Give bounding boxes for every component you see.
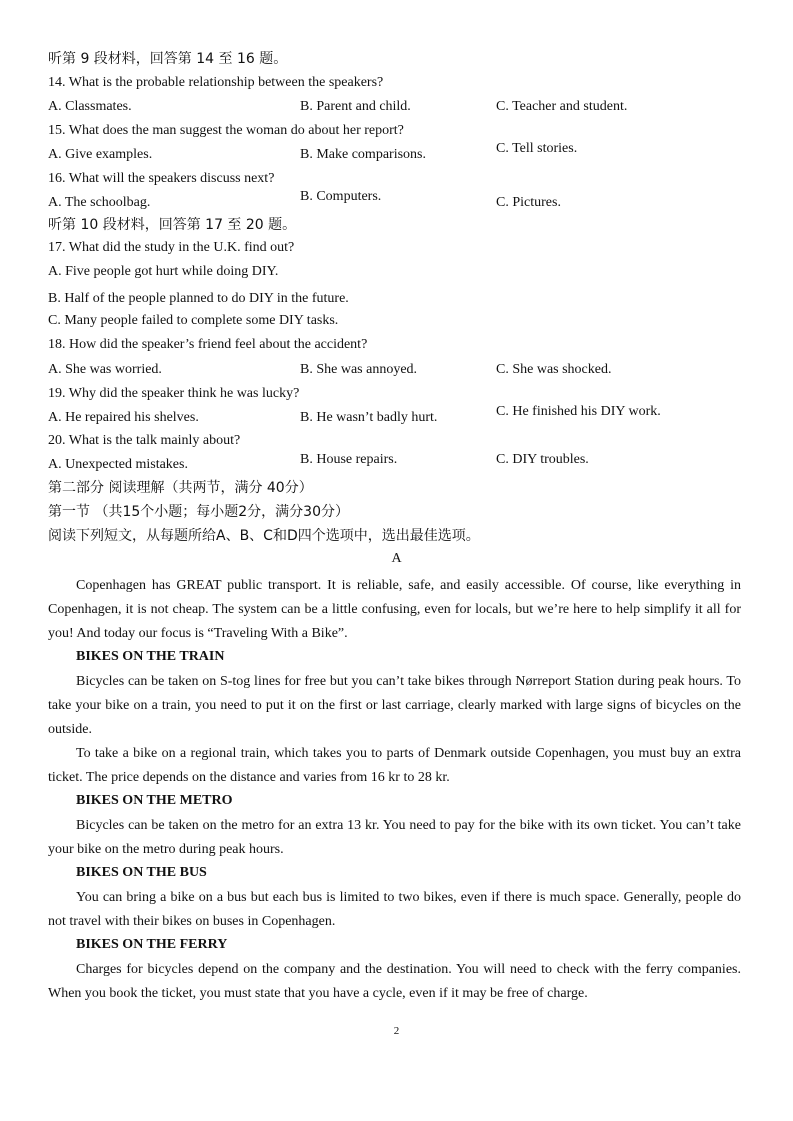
question-20-stem: 20. What is the talk mainly about? bbox=[48, 433, 241, 448]
question-19-option-c: C. He finished his DIY work. bbox=[496, 404, 661, 419]
question-18-option-c: C. She was shocked. bbox=[496, 362, 612, 377]
question-16-stem: 16. What will the speakers discuss next? bbox=[48, 171, 275, 186]
section-9-heading: 听第 9 段材料，回答第 14 至 16 题。 bbox=[48, 51, 288, 67]
question-18-option-a: A. She was worried. bbox=[48, 362, 162, 377]
question-19-option-a: A. He repaired his shelves. bbox=[48, 410, 199, 425]
section-10-heading: 听第 10 段材料，回答第 17 至 20 题。 bbox=[48, 217, 297, 233]
question-17-stem: 17. What did the study in the U.K. find out? bbox=[48, 240, 295, 255]
question-14-stem: 14. What is the probable relationship between the speakers? bbox=[48, 75, 384, 90]
paragraph-bus: You can bring a bike on a bus but each bus is limited to two bikes, even if there is much space. Generally, people do not travel with their bikes on buses in Copenhagen. bbox=[48, 890, 741, 929]
heading-bikes-ferry: BIKES ON THE FERRY bbox=[76, 937, 228, 952]
question-20-option-c: C. DIY troubles. bbox=[496, 452, 589, 467]
question-16-option-b: B. Computers. bbox=[300, 189, 382, 204]
paragraph-train-2: To take a bike on a regional train, which takes you to parts of Denmark outside Copenhagen, you must buy an extra ticket. The price depends on the distance and varies from 16 kr to 28 kr. bbox=[48, 746, 741, 785]
question-19-option-b: B. He wasn’t badly hurt. bbox=[300, 410, 438, 425]
question-17-option-c: C. Many people failed to complete some DIY tasks. bbox=[48, 313, 339, 328]
heading-bikes-bus: BIKES ON THE BUS bbox=[76, 865, 207, 880]
question-16-option-a: A. The schoolbag. bbox=[48, 195, 151, 210]
section-1-heading: 第一节 （共15个小题；每小题2分，满分30分） bbox=[48, 504, 349, 520]
question-16-option-c: C. Pictures. bbox=[496, 195, 561, 210]
question-15-option-b: B. Make comparisons. bbox=[300, 147, 426, 162]
part-2-heading: 第二部分 阅读理解（共两节，满分 40分） bbox=[48, 480, 313, 496]
question-17-option-b: B. Half of the people planned to do DIY in the future. bbox=[48, 291, 349, 306]
question-20-option-a: A. Unexpected mistakes. bbox=[48, 457, 188, 472]
question-17-option-a: A. Five people got hurt while doing DIY. bbox=[48, 264, 279, 279]
question-15-option-a: A. Give examples. bbox=[48, 147, 153, 162]
paragraph-metro: Bicycles can be taken on the metro for an extra 13 kr. You need to pay for the bike with its own ticket. You can’t take your bike on the metro during peak hours. bbox=[48, 818, 741, 857]
question-14-option-c: C. Teacher and student. bbox=[496, 99, 628, 114]
page-number: 2 bbox=[393, 1025, 400, 1037]
question-18-stem: 18. How did the speaker’s friend feel about the accident? bbox=[48, 337, 368, 352]
question-20-option-b: B. House repairs. bbox=[300, 452, 398, 467]
passage-intro-paragraph: Copenhagen has GREAT public transport. It is reliable, safe, and easily accessible. Of course, like everything in Copenhagen, it is not cheap. The system can be a little confusing, even for locals, but we’re here to help simplify it all for you! And today our focus is “Traveling With a Bike”. bbox=[48, 578, 741, 641]
question-19-stem: 19. Why did the speaker think he was lucky? bbox=[48, 386, 300, 401]
paragraph-ferry: Charges for bicycles depend on the company and the destination. You will need to check with the ferry companies. When you book the ticket, you must state that you have a cycle, even if it may be free of charge. bbox=[48, 962, 741, 1001]
question-18-option-b: B. She was annoyed. bbox=[300, 362, 418, 377]
heading-bikes-metro: BIKES ON THE METRO bbox=[76, 793, 233, 808]
passage-label: A bbox=[391, 551, 402, 566]
question-15-stem: 15. What does the man suggest the woman do about her report? bbox=[48, 123, 404, 138]
reading-instructions: 阅读下列短文，从每题所给A、B、C和D四个选项中，选出最佳选项。 bbox=[48, 528, 480, 544]
question-14-option-b: B. Parent and child. bbox=[300, 99, 411, 114]
question-15-option-c: C. Tell stories. bbox=[496, 141, 578, 156]
heading-bikes-train: BIKES ON THE TRAIN bbox=[76, 649, 225, 664]
paragraph-train-1: Bicycles can be taken on S-tog lines for free but you can’t take bikes through Nørreport Station during peak hours. To take your bike on a train, you need to put it on the first or last carriage, clearly marked with large signs of bicycles on the outside. bbox=[48, 674, 741, 737]
question-14-option-a: A. Classmates. bbox=[48, 99, 132, 114]
